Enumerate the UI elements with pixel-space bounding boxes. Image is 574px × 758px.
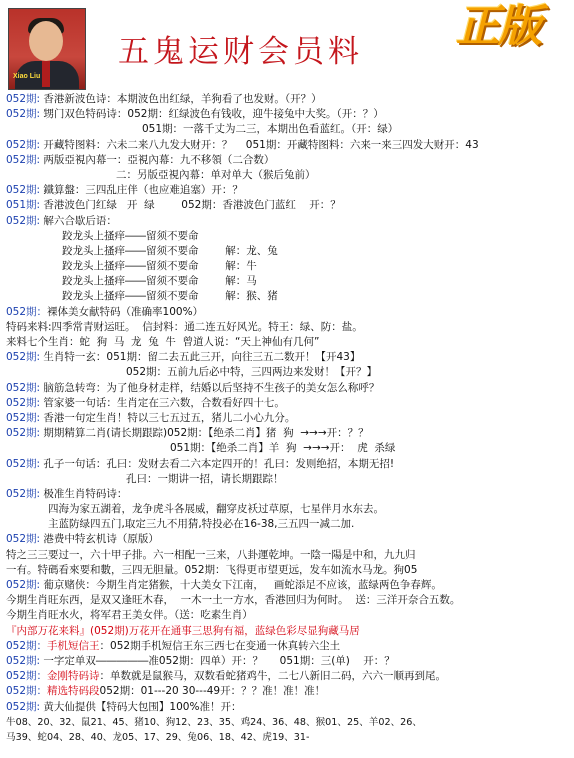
- line-text: 051期：一落千丈为二三，本期出色看蓝红。（开：绿）: [142, 123, 399, 136]
- line-text: 马39、蛇04、28、40、龙05、17、29、兔06、18、42、虎19、31-: [6, 731, 310, 743]
- line-text: 香港波色门红绿 开 绿 052期：香港波色门蓝红 开：？: [43, 199, 341, 212]
- issue-label: 052期:: [6, 381, 44, 394]
- content-line: [6, 487, 572, 502]
- issue-label: 052期:: [6, 396, 44, 409]
- content-line: [6, 608, 572, 623]
- line-text: 极准生肖特码诗：: [43, 487, 128, 500]
- issue-label: 052期:: [6, 654, 44, 667]
- content-line: [6, 517, 572, 532]
- issue-label: 052期:: [6, 533, 44, 546]
- content-line: [6, 624, 572, 639]
- highlight-text: 金刚特码诗: [47, 670, 100, 683]
- line-text: 跤龙头上搔痒――留须不要命 解：牛: [62, 260, 257, 273]
- content-line: [6, 92, 572, 107]
- content-line: [6, 198, 572, 213]
- issue-label: 052期:: [6, 153, 44, 166]
- content-line: [6, 244, 572, 259]
- issue-label: 052期：: [6, 670, 48, 683]
- content-line: [6, 381, 572, 396]
- issue-label: 052期:: [6, 457, 44, 470]
- line-text: 葡京赌侠：今期生肖定猪猴，十大美女下江南， 画蛇添足不应该，蓝绿两色争春辉。: [43, 579, 442, 591]
- line-text: 管家婆一句话：生肖定在三六数，合数看好四十七。: [43, 396, 285, 409]
- line-text: ：052期手机短信王东三西七在变通一休真转六尘土: [99, 639, 341, 652]
- content-line: [6, 274, 572, 289]
- issue-label: 051期:: [6, 199, 44, 212]
- content-line: [6, 548, 572, 563]
- content-line: [6, 715, 572, 730]
- line-text: 特码来料:四季常青财运旺。 信封料：通二连五好风光。特王：绿、防：盐。: [6, 320, 363, 333]
- line-text: 孔曰：一期讲一招，请长期跟踪！: [126, 472, 284, 485]
- issue-label: 052期:: [6, 351, 44, 364]
- content-line: [6, 457, 572, 472]
- content-line: [6, 396, 572, 411]
- line-text: 香港一句定生肖！特以三七五过五，猪儿二小心九分。: [43, 411, 296, 424]
- line-text: 裸体美女献特码（准确率100%）: [47, 305, 204, 318]
- content-body: [6, 92, 572, 745]
- line-text: 主蓝防绿四五门,取定三九不用猜,特投必在16-38,三五四一减二加.: [48, 518, 355, 531]
- issue-label: 052期:: [6, 411, 44, 424]
- line-text: ：单数就是鼠猴马，双数看蛇猪鸡牛，二七八新旧二码，六六一顺再到尾。: [99, 670, 447, 683]
- line-text: 跤龙头上搔痒――留须不要命 解：马: [62, 275, 257, 288]
- line-text: 脑筋急转弯：为了他身材走样，结婚以后坚持不生孩子的美女怎么称呼？: [43, 381, 380, 394]
- issue-label: 052期:: [6, 108, 44, 121]
- content-line: [6, 138, 572, 153]
- content-line: [6, 153, 572, 168]
- content-line: [6, 411, 572, 426]
- issue-label: 052期：: [6, 685, 48, 698]
- issue-label: 052期：: [6, 305, 48, 318]
- line-text: 二：另版亞視內幕：单对单大（猴后兔前）: [116, 168, 316, 181]
- line-text: 黄大仙提供【特码大包围】100%准！开：: [43, 700, 242, 713]
- content-line: [6, 441, 572, 456]
- line-text: 四海为家五湖着，龙争虎斗各展威，翻穿皮袄过草原，七星伴月水东去。: [48, 503, 384, 516]
- line-text: 特之三三要过一，六十甲子排。六一相配一三来，八卦運乾坤。一陰一陽是中和，九九归: [6, 548, 416, 561]
- content-line: [6, 305, 572, 320]
- line-text: 一有。特碼看來要和數，三四无胆量。052期：飞得更市望更远，发车如流水马龙。狗05: [6, 563, 418, 576]
- highlight-text: 精选特码段: [47, 685, 100, 698]
- line-text: 今期生肖旺东西，是双又逢旺木春， 一木一土一方水，香港回归为何时。 送：三洋开奈合五数。: [6, 594, 461, 607]
- issue-label: 052期:: [6, 214, 44, 227]
- issue-label: 052期:: [6, 579, 44, 591]
- content-line: [6, 502, 572, 517]
- content-line: [6, 183, 572, 198]
- content-line: [6, 700, 572, 715]
- issue-label: 052期:: [6, 184, 44, 197]
- content-line: [6, 472, 572, 487]
- line-text: 051期：【绝杀二肖】羊 狗 →→→开： 虎 杀绿: [170, 442, 396, 455]
- content-line: [6, 639, 572, 654]
- line-text: 两版亞視內幕一：亞視內幕：九不移領（二合数）: [43, 153, 275, 166]
- issue-label: 052期:: [6, 487, 44, 500]
- line-text: 跤龙头上搔痒――留须不要命 解：猴、猪: [62, 290, 278, 303]
- line-text: 牛08、20、32、鼠21、45、猪10、狗12、23、35、鸡24、36、48、猴01、25、羊02、26、: [6, 716, 422, 728]
- line-text: 今期生肖旺水火，将军君王美女伴。（送：吃素生肖）: [6, 609, 253, 622]
- line-text: 生肖特一玄：051期：留二去五此三开，向往三五二数开！【开43】: [43, 351, 361, 364]
- line-text: 解六合歇后语：: [43, 214, 117, 227]
- issue-label: 052期：: [6, 639, 48, 652]
- content-line: [6, 168, 572, 183]
- page-title: 五鬼运财会员料: [118, 34, 363, 70]
- line-text: 跤龙头上搔痒――留须不要命 解：龙、兔: [62, 244, 278, 257]
- genuine-stamp: 正版: [456, 1, 540, 52]
- line-text: 香港新波色诗：本期波色出红绿，羊狗看了也发财。（开？）: [43, 93, 322, 105]
- content-line: [6, 122, 572, 137]
- content-line: [6, 730, 572, 745]
- issue-label: 052期:: [6, 700, 44, 713]
- line-text: 一字定单双―――――准052期：四单）开：？ 051期：三(单) 开：？: [43, 654, 395, 667]
- content-line: [6, 578, 572, 593]
- line-text: 甥门双色特码诗：052期：红绿波色有钱收，迎牛接兔中大奖。（开：？）: [43, 108, 384, 121]
- content-line: [6, 214, 572, 229]
- issue-label: 052期:: [6, 93, 44, 105]
- content-line: [6, 654, 572, 669]
- line-text: 开藏特图料：六未二来八九发大财开：？ 051期：开藏特图料：六来一来三四发大财开：43: [43, 138, 479, 151]
- content-line: [6, 532, 572, 547]
- line-text: 期期精算二肖(请长期跟踪)052期：【绝杀二肖】猪 狗 →→→开：？？: [43, 427, 369, 440]
- highlight-text: 手机短信王: [47, 639, 100, 652]
- content-line: [6, 350, 572, 365]
- content-line: [6, 563, 572, 578]
- line-text: 鐵算盤：三四乱庄伴（也应难追塞）开：？: [43, 184, 243, 197]
- issue-label: 052期:: [6, 427, 44, 440]
- content-line: [6, 669, 572, 684]
- content-line: [6, 289, 572, 304]
- line-text: 港费中特玄机诗（原版）: [43, 533, 159, 546]
- author-portrait: [8, 8, 86, 90]
- line-text: 来料七个生肖：蛇 狗 马 龙 兔 牛 曾道人说：“天上神仙有几何”: [6, 336, 320, 348]
- content-line: [6, 426, 572, 441]
- content-line: [6, 320, 572, 335]
- issue-label: 052期:: [6, 138, 44, 151]
- line-text: 跤龙头上搔痒――留须不要命: [62, 229, 199, 242]
- line-text: 孔子一句话：孔曰：发财去看二六本定四开的！孔曰：发则绝招，本期无招!: [43, 457, 395, 470]
- content-line: [6, 259, 572, 274]
- content-line: [6, 335, 572, 350]
- line-text: 052期：五前九后必中特，三四两边来发财！【开？】: [126, 366, 378, 379]
- content-line: [6, 365, 572, 380]
- content-line: [6, 593, 572, 608]
- portrait-badge: Xiao Liu: [13, 73, 41, 80]
- content-line: [6, 229, 572, 244]
- content-line: [6, 107, 572, 122]
- content-line: [6, 684, 572, 699]
- line-text: 052期：01---20 30---49开：？？准！准！准！: [99, 685, 326, 698]
- highlight-text: 『内部万花来料』(052期)万花开在通事三思狗有福，蓝绿色彩尽显狗藏马居: [6, 624, 360, 637]
